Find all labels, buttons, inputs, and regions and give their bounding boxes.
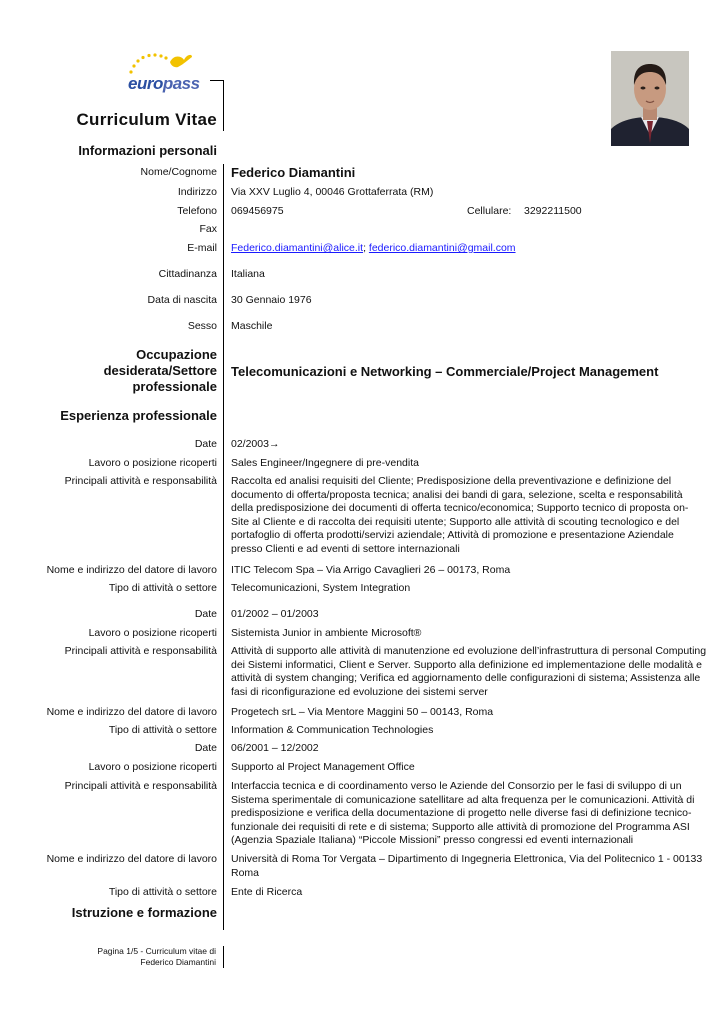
job-3-position-label: Lavoro o posizione ricoperti bbox=[88, 761, 217, 773]
section-heading-education: Istruzione e formazione bbox=[71, 905, 217, 920]
job-1-date: 02/2003→ bbox=[231, 438, 280, 450]
job-1-employer: ITIC Telecom Spa – Via Arrigo Cavaglieri 26 – 00173, Roma bbox=[231, 564, 511, 576]
job-1-position-label: Lavoro o posizione ricoperti bbox=[88, 457, 217, 469]
job-3-employer bbox=[231, 853, 703, 880]
job-1-sector: Telecomunicazioni, System Integration bbox=[231, 582, 411, 594]
job-3-activities bbox=[231, 780, 695, 848]
job-3-activities-line: Interfaccia tecnica e di coordinamento verso le Aziende del Consorzio per le fasi di sviluppo di un bbox=[231, 780, 682, 792]
job-3-date: 06/2001 – 12/2002 bbox=[231, 742, 319, 754]
logo-text-euro: euro bbox=[128, 74, 163, 93]
job-1-activities bbox=[231, 475, 691, 557]
job-2-activities-label: Principali attività e responsabilità bbox=[64, 645, 217, 657]
occupation-value: Telecomunicazioni e Networking – Commerciale/Project Management bbox=[231, 364, 659, 379]
job-3-employer-line: Roma bbox=[231, 866, 260, 879]
job-2-position-label: Lavoro o posizione ricoperti bbox=[88, 627, 217, 639]
page-footer bbox=[97, 946, 216, 968]
job-3-position: Supporto al Project Management Office bbox=[231, 761, 415, 773]
job-3-date-label: Date bbox=[194, 742, 217, 754]
job-1-sector-label: Tipo di attività o settore bbox=[108, 582, 217, 594]
job-2-employer: Progetech srL – Via Mentore Maggini 50 – 00143, Roma bbox=[231, 706, 494, 718]
occupation-heading-line-1: Occupazione bbox=[136, 347, 217, 362]
sex-label: Sesso bbox=[187, 320, 217, 332]
phone-value: 069456975 bbox=[231, 205, 284, 217]
job-3-activities-line: (Agenzia Spaziale Italiana) “Piccole Missioni” presso congressi ed eventi internazionali bbox=[231, 834, 634, 847]
logo-rule bbox=[210, 80, 224, 81]
job-2-date-label: Date bbox=[194, 608, 217, 620]
job-2-activities bbox=[231, 645, 707, 699]
footer-owner-name: Federico Diamantini bbox=[140, 957, 216, 967]
job-1-date-label: Date bbox=[194, 438, 217, 450]
fax-label: Fax bbox=[199, 223, 217, 235]
job-1-activities-line: Site al Cliente e di raccolta dei requisiti utente; Supporto alle attività di scouting tecnologico e del bbox=[231, 515, 680, 528]
section-heading-personal: Informazioni personali bbox=[78, 143, 217, 158]
job-2-sector-label: Tipo di attività o settore bbox=[108, 724, 217, 736]
job-2-date: 01/2002 – 01/2003 bbox=[231, 608, 319, 620]
email-value bbox=[231, 242, 516, 255]
occupation-heading-line-3: professionale bbox=[132, 379, 217, 394]
job-1-activities-label: Principali attività e responsabilità bbox=[64, 475, 217, 487]
footer-page-info: Pagina 1/5 - Curriculum vitae di bbox=[97, 946, 216, 956]
job-2-sector: Information & Communication Technologies bbox=[231, 724, 434, 736]
birthdate-label: Data di nascita bbox=[147, 294, 217, 306]
mobile-value: 3292211500 bbox=[524, 205, 582, 217]
name-label: Nome/Cognome bbox=[140, 166, 217, 178]
job-3-activities-line: predisposizione e verifica della documentazione di progetto nelle diverse fasi di definizione tecnico- bbox=[231, 807, 692, 820]
sex-value: Maschile bbox=[231, 320, 273, 332]
job-1-activities-line: Raccolta ed analisi requisiti del Cliente; Predisposizione della preventivazione e definizione del bbox=[231, 475, 672, 487]
email-separator: ; bbox=[363, 242, 366, 254]
job-2-position: Sistemista Junior in ambiente Microsoft® bbox=[231, 627, 422, 639]
job-2-activities-line: attività di system changing; Verifica ed aggiornamento delle configurazioni di sistema; Assistenza alle bbox=[231, 672, 701, 685]
citizenship-label: Cittadinanza bbox=[158, 268, 217, 280]
europass-logo bbox=[126, 52, 226, 102]
cv-title: Curriculum Vitae bbox=[76, 110, 217, 129]
citizenship-value: Italiana bbox=[231, 268, 265, 280]
address-value: Via XXV Luglio 4, 00046 Grottaferrata (RM) bbox=[231, 186, 434, 198]
address-label: Indirizzo bbox=[177, 186, 217, 198]
section-heading-experience: Esperienza professionale bbox=[60, 408, 217, 423]
email-label: E-mail bbox=[187, 242, 217, 254]
job-2-activities-line: fasi di riconfigurazione ed evoluzione dei sistemi server bbox=[231, 685, 488, 698]
occupation-heading-line-2: desiderata/Settore bbox=[103, 363, 217, 378]
portrait-image bbox=[611, 51, 689, 146]
footer-divider bbox=[223, 946, 224, 968]
job-1-activities-line: della predisposizione dei documenti di offerta tecnico/economica; Supporto tecnico di proposta on- bbox=[231, 502, 689, 515]
phone-label: Telefono bbox=[177, 205, 217, 217]
mobile-label: Cellulare: bbox=[467, 205, 512, 217]
full-name: Federico Diamantini bbox=[231, 165, 356, 180]
job-1-activities-line: presso Clienti e ad eventi di settore internazionali bbox=[231, 542, 460, 555]
email-link-secondary[interactable]: federico.diamantini@gmail.com bbox=[368, 242, 516, 254]
column-divider bbox=[223, 164, 224, 930]
job-3-activities-line: Sistema sperimentale di comunicazione satellitare ad alta frequenza per le comunicazioni. Attività di bbox=[231, 793, 695, 806]
email-link-primary[interactable]: Federico.diamantini@alice.it bbox=[231, 242, 364, 254]
birthdate-value: 30 Gennaio 1976 bbox=[231, 294, 312, 306]
job-1-activities-line: documento di offerta/proposta tecnica; analisi dei bandi di gara, selezione, scelta e responsabilità bbox=[231, 488, 683, 501]
job-3-activities-line: funzionale dei requisiti di rete e di sistema; Supporto alle attività di promozione del Programma ASI bbox=[231, 820, 690, 833]
column-divider-top bbox=[223, 80, 224, 131]
logo-text-pass: pass bbox=[162, 74, 200, 93]
job-2-activities-line: dei Sistemi informatici, Client e Server. Supporto alla definizione ed implementazione delle modalità e bbox=[231, 658, 702, 671]
job-1-position: Sales Engineer/Ingegnere di pre-vendita bbox=[231, 457, 419, 469]
job-1-employer-label: Nome e indirizzo del datore di lavoro bbox=[46, 564, 217, 576]
job-3-sector: Ente di Ricerca bbox=[231, 886, 303, 898]
job-3-sector-label: Tipo di attività o settore bbox=[108, 886, 217, 898]
job-3-activities-label: Principali attività e responsabilità bbox=[64, 780, 217, 792]
job-2-employer-label: Nome e indirizzo del datore di lavoro bbox=[46, 706, 217, 718]
job-2-activities-line: Attività di supporto alle attività di manutenzione ed evoluzione dell’infrastruttura di personal Computing bbox=[231, 645, 707, 657]
job-3-employer-line: Università di Roma Tor Vergata – Dipartimento di Ingegneria Elettronica, Via del Politecnico 1 - 00133 bbox=[231, 853, 703, 865]
profile-photo bbox=[611, 51, 689, 146]
job-3-employer-label: Nome e indirizzo del datore di lavoro bbox=[46, 853, 217, 865]
job-1-activities-line: portafoglio di offerta prodotti/servizi aziendale; Attività di promozione e presentazione Aziendale bbox=[231, 529, 674, 542]
